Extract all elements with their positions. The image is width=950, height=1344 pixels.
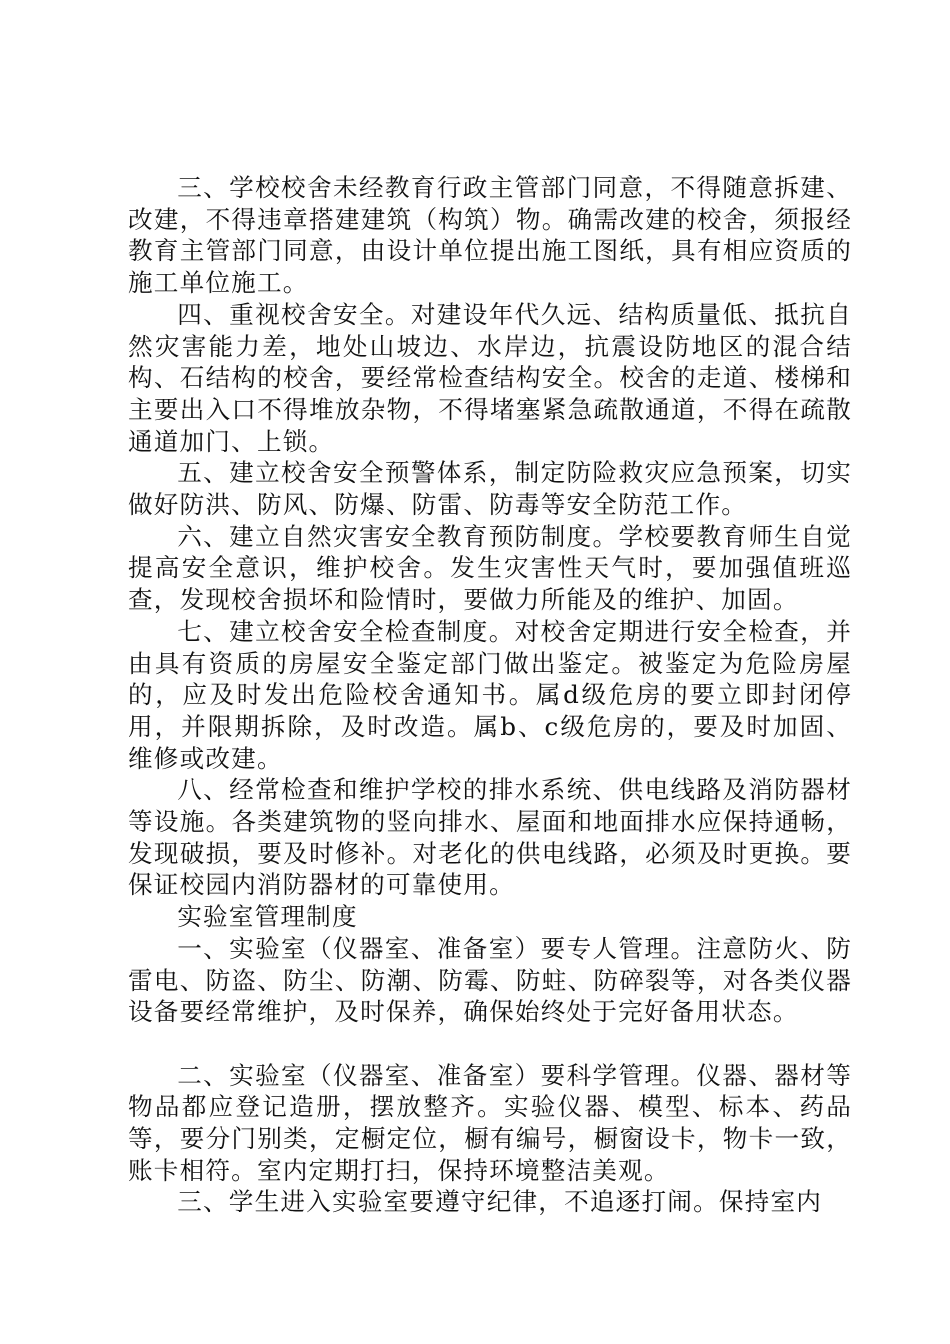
blank-line (128, 1028, 852, 1060)
paragraph-7-safety-inspection: 七、建立校舍安全检查制度。对校舍定期进行安全检查，并由具有资质的房屋安全鉴定部门做出鉴定。被鉴定为危险房屋的，应及时发出危险校舍通知书。属d级危房的要立即封闭停用，并限期拆除，及时改造。属b、c级危房的，要及时加固、维修或改建。 (128, 616, 852, 773)
paragraph-3-campus-alteration: 三、学校校舍未经教育行政主管部门同意，不得随意拆建、改建，不得违章搭建建筑（构筑）物。确需改建的校舍，须报经教育主管部门同意，由设计单位提出施工图纸，具有相应资质的施工单位施工。 (128, 173, 852, 298)
lab-paragraph-2-management: 二、实验室（仪器室、准备室）要科学管理。仪器、器材等物品都应登记造册，摆放整齐。实验仪器、模型、标本、药品等，要分门别类，定橱定位，橱有编号，橱窗设卡，物卡一致，账卡相符。室内定期打扫，保持环境整洁美观。 (128, 1060, 852, 1185)
paragraph-4-building-safety: 四、重视校舍安全。对建设年代久远、结构质量低、抵抗自然灾害能力差，地处山坡边、水岸边，抗震设防地区的混合结构、石结构的校舍，要经常检查结构安全。校舍的走道、楼梯和主要出入口不得堆放杂物，不得堵塞紧急疏散通道，不得在疏散通道加门、上锁。 (128, 299, 852, 456)
paragraph-8-facility-maintenance: 八、经常检查和维护学校的排水系统、供电线路及消防器材等设施。各类建筑物的竖向排水、屋面和地面排水应保持通畅，发现破损，要及时修补。对老化的供电线路，必须及时更换。要保证校园内消防器材的可靠使用。 (128, 775, 852, 900)
paragraph-6-disaster-education: 六、建立自然灾害安全教育预防制度。学校要教育师生自觉提高安全意识，维护校舍。发生灾害性天气时，要加强值班巡查，发现校舍损坏和险情时，要做力所能及的维护、加固。 (128, 521, 852, 615)
section-title: 实验室管理制度 (177, 902, 358, 932)
paragraph-5-warning-system: 五、建立校舍安全预警体系，制定防险救灾应急预案，切实做好防洪、防风、防爆、防雷、防毒等安全防范工作。 (128, 458, 852, 520)
lab-paragraph-3-discipline: 三、学生进入实验室要遵守纪律，不追逐打闹。保持室内 (177, 1187, 823, 1217)
lab-paragraph-1-staffing: 一、实验室（仪器室、准备室）要专人管理。注意防火、防雷电、防盗、防尘、防潮、防霉、防蛀、防碎裂等，对各类仪器设备要经常维护，及时保养，确保始终处于完好备用状态。 (128, 933, 852, 1027)
document-body (128, 172, 852, 1218)
